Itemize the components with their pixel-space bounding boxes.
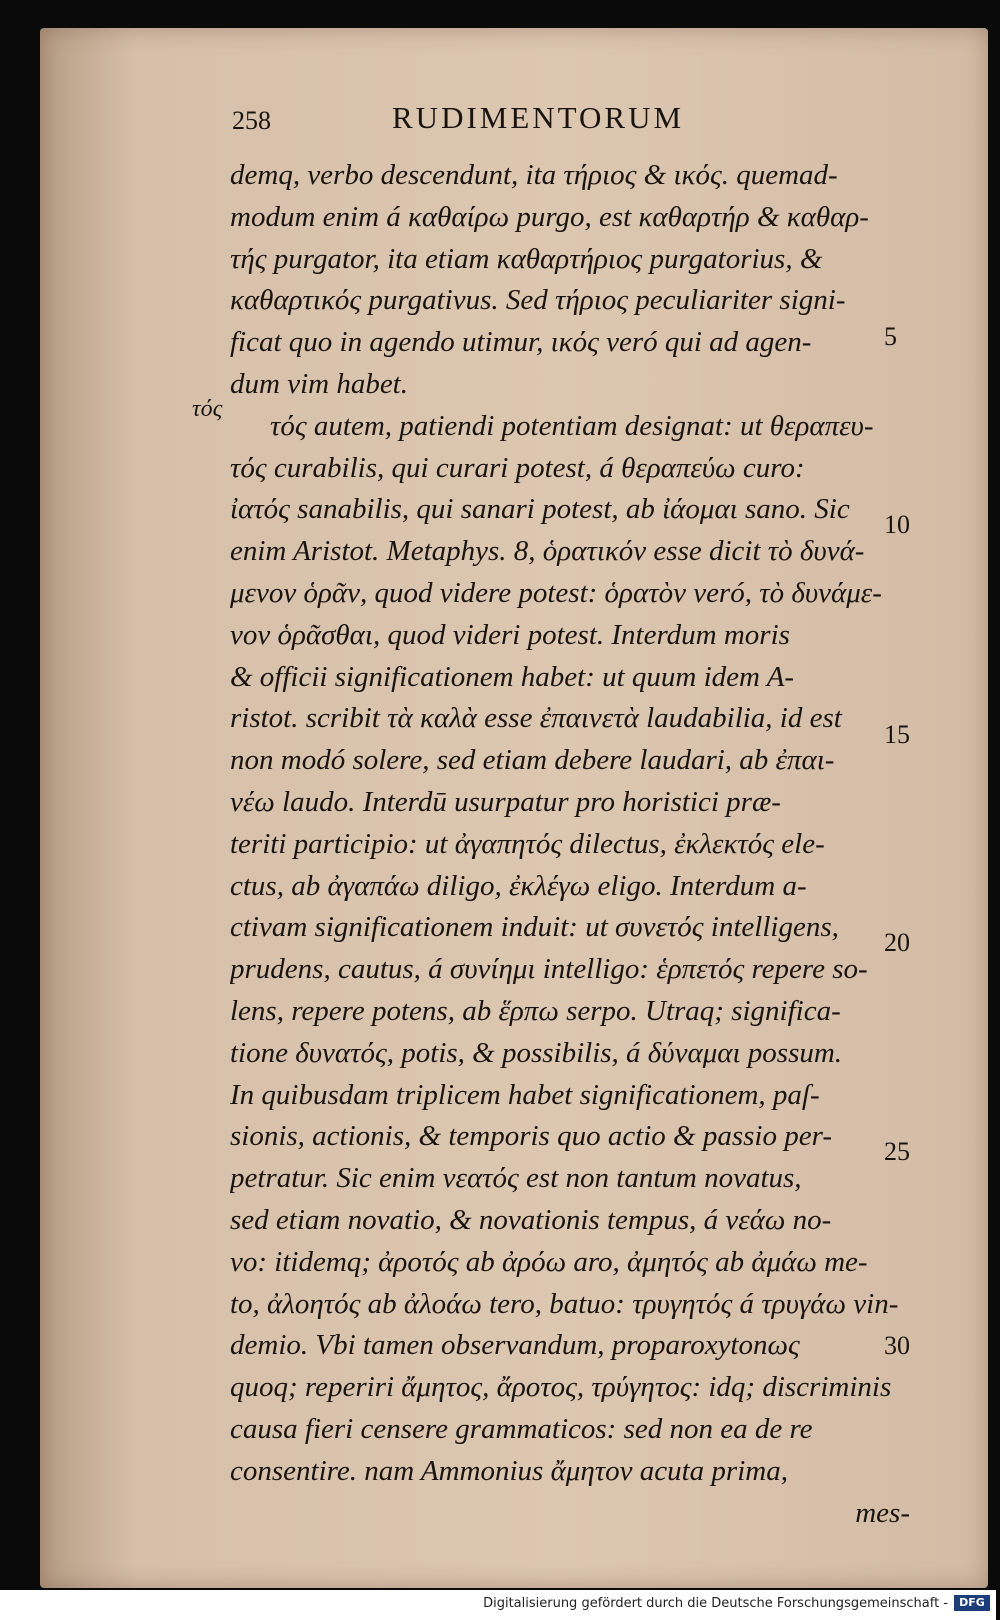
text-line: καθαρτικός purgativus. Sed τήριος peculiariter signi- <box>230 284 846 317</box>
running-head: RUDIMENTORUM <box>392 100 685 135</box>
text-line: sionis, actionis, & temporis quo actio & passio per- <box>230 1120 832 1153</box>
digitization-credit: Digitalisierung gefördert durch die Deutsche Forschungsgemeinschaft - <box>483 1596 948 1611</box>
text-line: causa fieri censere grammaticos: sed non ea de re <box>230 1412 813 1445</box>
text-line: demq, verbo descendunt, ita τήριος & ικός. quemad- <box>230 159 838 191</box>
text-line: modum enim á καθαίρω purgo, est καθαρτήρ & καθαρ- <box>230 200 869 233</box>
text-line: τός curabilis, qui curari potest, á θεραπεύω curo: <box>230 451 805 484</box>
text-line: enim Aristot. Metaphys. 8, ὁρατικόν esse dicit τὸ δυνά- <box>230 535 865 568</box>
text-line: vo: itidemq; ἀροτός ab ἀρόω aro, ἀμητός ab ἀμάω me- <box>230 1245 868 1278</box>
text-line: prudens, cautus, á συνίημι intelligo: ἑρπετός repere so- <box>230 953 868 986</box>
text-line: teriti participio: ut ἀγαπητός dilectus, ἐκλεκτός ele- <box>230 827 825 860</box>
text-line: & officii significationem habet: ut quum idem A- <box>230 660 795 693</box>
catchword: mes- <box>855 1496 910 1529</box>
line-number: 15 <box>884 720 910 749</box>
text-line: In quibusdam triplicem habet significationem, paſ- <box>230 1078 820 1111</box>
text-line: consentire. nam Ammonius ἄμητον acuta prima, <box>230 1454 788 1487</box>
text-line: lens, repere potens, ab ἕρπω serpo. Utraq; significa- <box>230 994 841 1027</box>
text-line: dum vim habet. <box>230 367 408 400</box>
text-line: ristot. scribit τὰ καλὰ esse ἐπαινετὰ laudabilia, id est <box>230 702 842 735</box>
text-line: νον ὁρᾶσθαι, quod videri potest. Interdum moris <box>230 618 790 651</box>
text-line: to, ἀλοητός ab ἀλοάω tero, batuo: τρυγητός á τρυγάω vin- <box>230 1287 899 1320</box>
page-number: 258 <box>232 106 271 135</box>
dfg-logo: DFG <box>954 1595 990 1611</box>
text-line: petratur. Sic enim νεατός est non tantum novatus, <box>230 1162 802 1195</box>
page-header <box>232 100 792 144</box>
line-number: 25 <box>884 1137 910 1166</box>
text-line: ἰατός sanabilis, qui sanari potest, ab ἰάομαι sano. Sic <box>230 493 850 526</box>
line-number: 5 <box>884 322 897 351</box>
text-line: non modó solere, sed etiam debere laudari, ab ἐπαι- <box>230 744 835 777</box>
text-line: ficat quo in agendo utimur, ικός veró qui ad agen- <box>230 326 812 359</box>
text-line: sed etiam novatio, & novationis tempus, á νεάω no- <box>230 1203 832 1236</box>
text-line: demio. Vbi tamen observandum, proparoxytonως <box>230 1329 800 1362</box>
text-line: tione δυνατός, potis, & possibilis, á δύναμαι possum. <box>230 1036 843 1069</box>
text-line: ctus, ab ἀγαπάω diligo, ἐκλέγω eligo. Interdum a- <box>230 869 807 902</box>
text-line: τής purgator, ita etiam καθαρτήριος purgatorius, & <box>230 242 823 275</box>
line-number: 30 <box>884 1331 910 1360</box>
text-line: νέω laudo. Interdū usurpatur pro horistici præ- <box>230 785 781 818</box>
text-line: τός autem, patiendi potentiam designat: ut θεραπευ- <box>270 409 874 442</box>
footer-bar <box>0 1590 996 1620</box>
text-line: ctivam significationem induit: ut συνετός intelligens, <box>230 911 839 944</box>
text-line: quoq; reperiri ἄμητος, ἄροτος, τρύγητος: idq; discriminis <box>230 1371 892 1404</box>
line-number: 20 <box>884 928 910 957</box>
text-line: μενον ὁρᾶν, quod videre potest: ὁρατὸν veró, τὸ δυνάμε- <box>230 576 882 609</box>
margin-note: τός <box>192 396 223 422</box>
line-number: 10 <box>884 510 910 539</box>
text-block <box>230 155 910 1534</box>
